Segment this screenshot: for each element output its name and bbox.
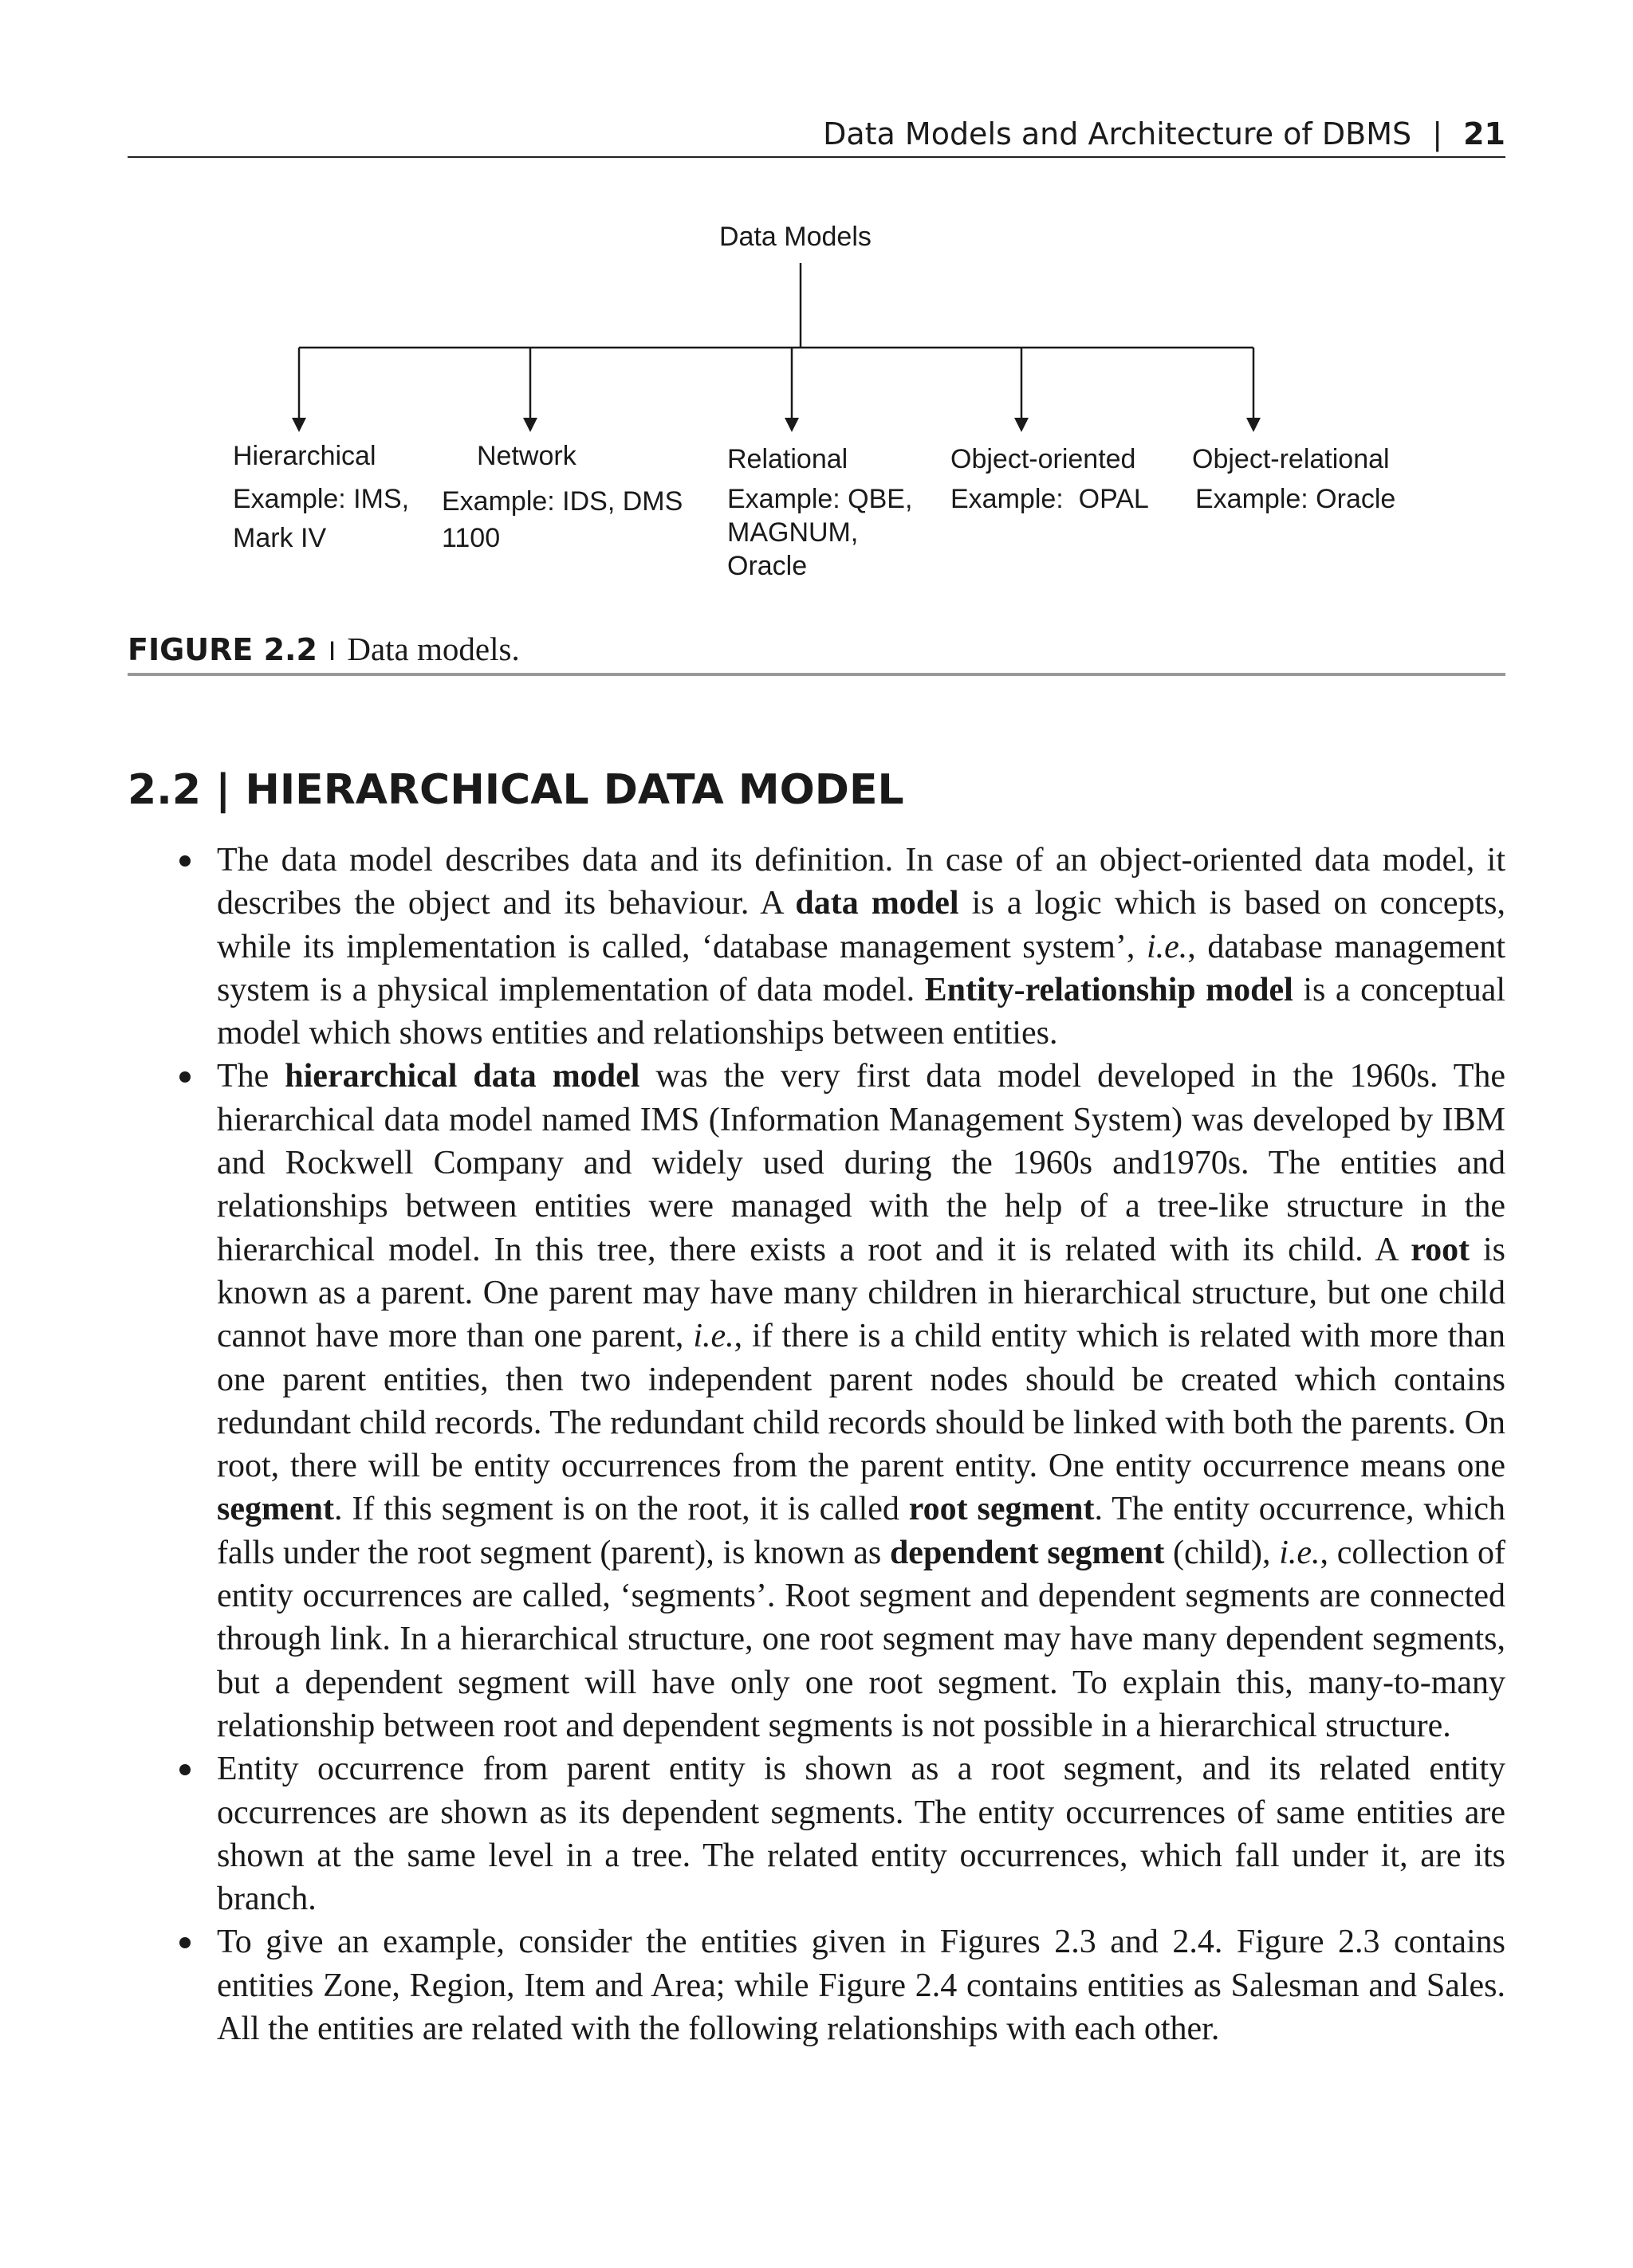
text-run: is a logic which is based on concepts, while its implementation is called, ‘database management system’, [217,885,1506,965]
text-run: , collection of entity occurrences are called, ‘segments’. Root segment and dependent segments are connected through link. In a hierarchical structure, one root segment may have many dependent segments, but a dependent segment will have only one root segment. To explain this, many-to-many relationship between root and dependent segments is not possible in a hierarchical structure. [217,1534,1505,1744]
text-run: The [217,1058,285,1095]
bullet-item [217,1055,1505,1747]
node-label-network: Network [477,441,576,471]
text-run: , database management system is a physical implementation of data model. [217,928,1506,1008]
node-example-line: Example: Oracle [1195,484,1396,514]
node-label-object-oriented: Object-oriented [950,444,1136,474]
bold-term: hierarchical data model [285,1058,640,1095]
text-run: . If this segment is on the root, it is called [333,1491,909,1528]
arrowhead-object-relational [1246,418,1261,432]
bullet-item [217,1920,1505,2050]
bold-term: data model [795,885,959,922]
node-label-object-relational: Object-relational [1192,444,1390,474]
bullet-item [217,1747,1505,1920]
running-header-title: Data Models and Architecture of DBMS [823,116,1412,151]
text-run: was the very first data model developed in the 1960s. The hierarchical data model named IMS (Information Management System) was developed by IBM and Rockwell Company and widely used during the 1960s and1970s. The entities and relationships between entities were managed with the help of a tree-like structure in the hierarchical model. In this tree, there exists a root and it is related with its child. A [217,1058,1505,1268]
text-run: is known as a parent. One parent may have many children in hierarchical structure, but one child cannot have more than one parent, [217,1231,1506,1355]
diagram-root-label: Data Models [719,222,872,252]
node-example-line: Example: QBE, [727,484,913,514]
bold-term: root [1411,1231,1470,1268]
text-run: Entity occurrence from parent entity is shown as a root segment, and its related entity occurrences are shown as its dependent segments. The entity occurrences of same entities are shown at the same level in a tree. The related entity occurrences, which fall under it, are its branch. [217,1751,1505,1918]
node-example-line: Example: IDS, DMS [442,486,683,517]
node-label-hierarchical: Hierarchical [233,441,376,471]
bold-term: Entity-relationship model [924,971,1293,1008]
figure-caption-label: FIGURE 2.2 [128,632,317,667]
bullet-list [217,839,1505,2050]
node-example-line: Oracle [727,551,808,581]
arrowhead-object-oriented [1014,418,1029,432]
section-heading: 2.2 | HIERARCHICAL DATA MODEL [128,766,904,814]
italic-abbreviation: i.e. [693,1318,734,1355]
bold-term: segment [217,1491,334,1528]
text-run: (child), [1164,1534,1280,1571]
node-label-relational: Relational [727,444,848,474]
node-example-line: 1100 [442,523,501,553]
caption-rule [128,673,1505,676]
page-number: 21 [1463,116,1505,151]
text-run: The data model describes data and its definition. In case of an object-oriented data model, it describes the object and its behaviour. A [217,842,1505,922]
arrowhead-relational [785,418,799,432]
arrowhead-network [523,418,537,432]
node-example-line: MAGNUM, [727,517,859,548]
figure-caption-separator: I [328,636,336,666]
node-example-line: Example: OPAL [950,484,1149,514]
data-models-figure [0,0,1633,606]
node-example-line: Mark IV [233,523,327,553]
arrowhead-hierarchical [292,418,306,432]
text-run: . The entity occurrence, which falls under the root segment (parent), is known as [217,1491,1506,1571]
bold-term: dependent segment [889,1534,1165,1571]
bold-term: root segment [908,1491,1095,1528]
text-run: , if there is a child entity which is related with more than one parent entities, then two independent parent nodes should be created which contains redundant child records. The redundant child records should be linked with both the parents. On root, there will be entity occurrences from the parent entity. One entity occurrence means one [217,1318,1505,1485]
running-header-separator: | [1432,116,1443,151]
text-run: To give an example, consider the entities given in Figures 2.3 and 2.4. Figure 2.3 contains entities Zone, Region, Item and Area; while Figure 2.4 contains entities as Salesman and Sales. All the entities are related with the following relationships with each other. [217,1924,1505,2048]
italic-abbreviation: i.e. [1279,1534,1320,1571]
italic-abbreviation: i.e. [1146,928,1188,965]
node-example-line: Example: IMS, [233,484,410,514]
figure-caption [128,627,1505,671]
bullet-item [217,839,1505,1055]
text-run: is a conceptual model which shows entities and relationships between entities. [217,971,1506,1052]
figure-caption-text: Data models. [347,631,520,667]
